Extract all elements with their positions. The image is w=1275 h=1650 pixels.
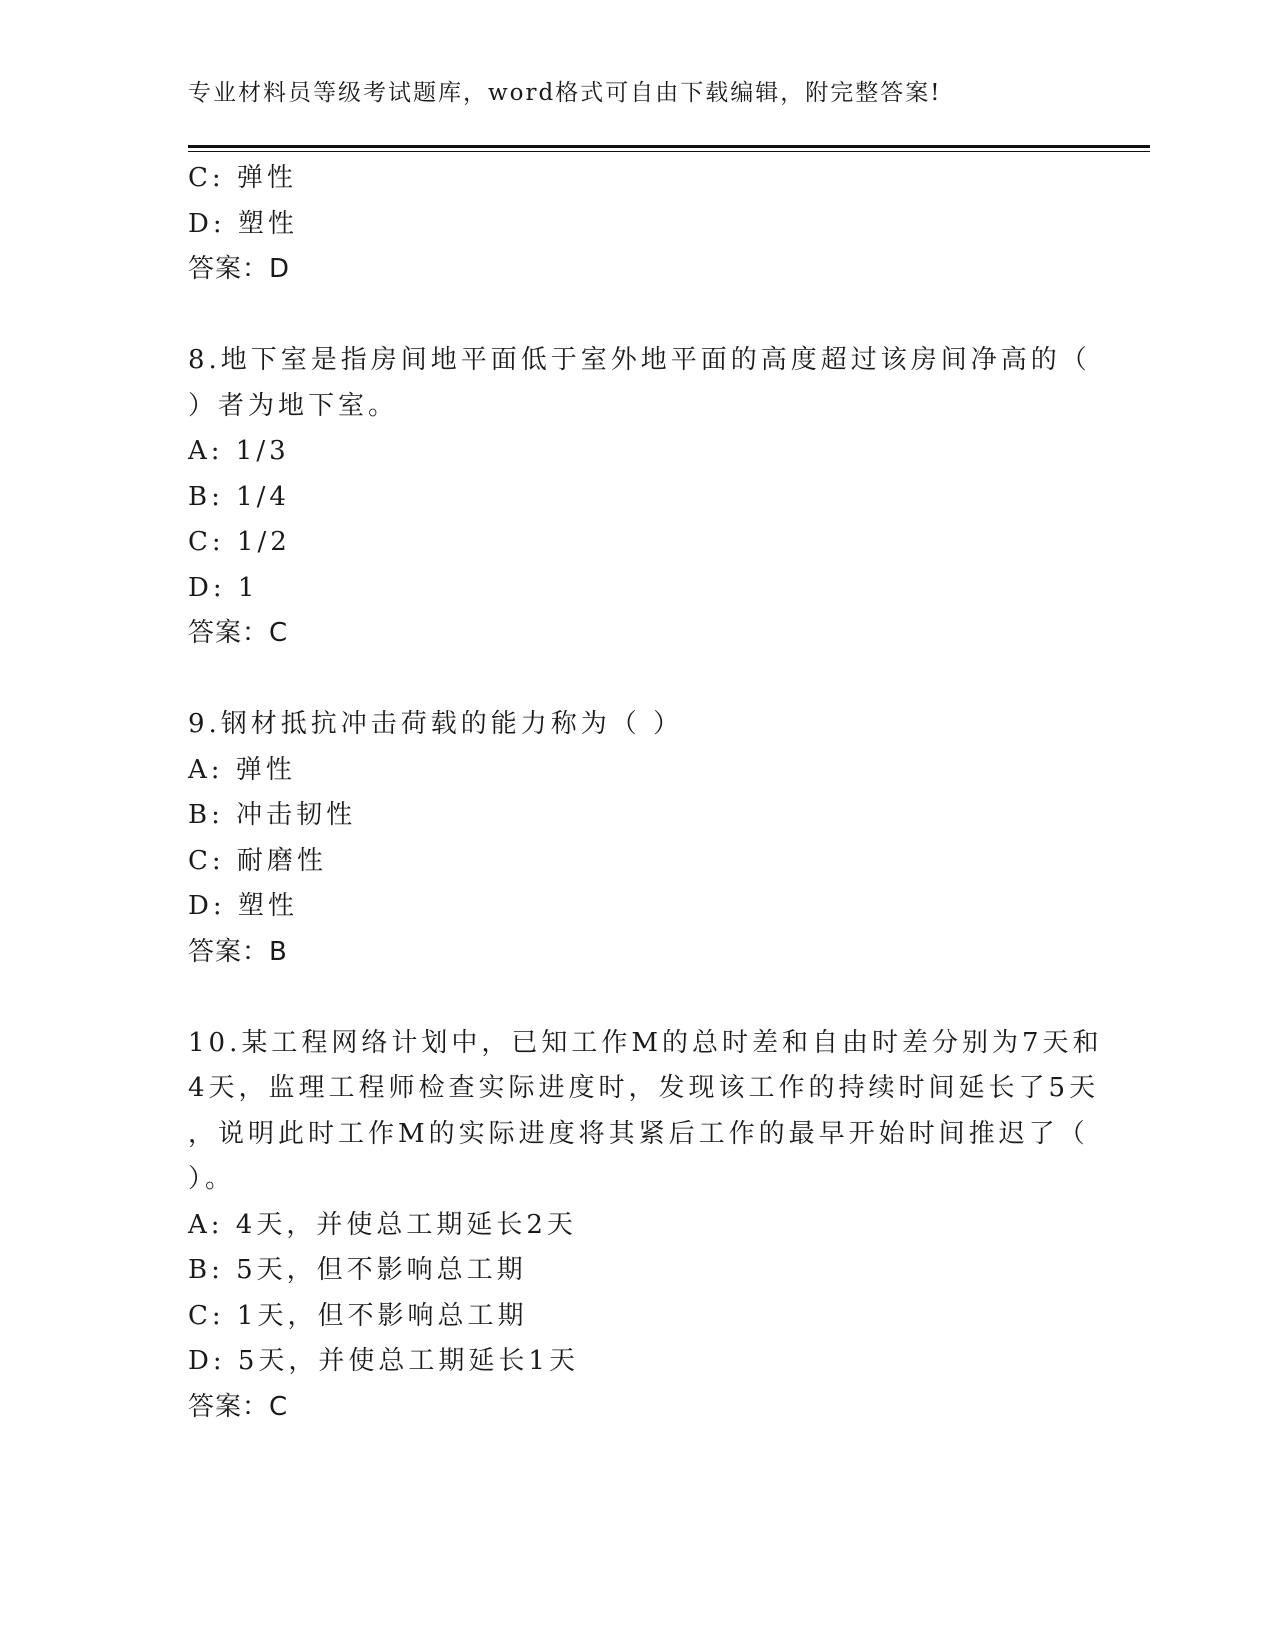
question-10 <box>188 1021 1103 1431</box>
question-9 <box>188 702 1088 975</box>
question-text-line: 4天，监理工程师检查实际进度时，发现该工作的持续时间延长了5天 <box>188 1073 1100 1103</box>
option-d: D: 1 <box>188 572 259 603</box>
option-c: C: 1天，但不影响总工期 <box>188 1300 528 1331</box>
option-c: C: 弹性 <box>188 163 297 193</box>
answer: 答案：C <box>188 1391 289 1422</box>
question-text-line: ，说明此时工作M的实际进度将其紧后工作的最早开始时间推迟了（ <box>188 1118 1089 1149</box>
option-a: A: 弹性 <box>188 754 296 785</box>
document-body <box>188 156 1103 1430</box>
question-8 <box>188 338 1091 657</box>
option-a: A: 1/3 <box>188 436 290 466</box>
option-b: B: 冲击韧性 <box>188 800 357 830</box>
answer: 答案：C <box>188 618 289 648</box>
option-a: A: 4天，并使总工期延长2天 <box>188 1209 577 1240</box>
option-b: B: 1/4 <box>188 481 290 512</box>
question-text-line: 10.某工程网络计划中，已知工作M的总时差和自由时差分别为7天和 <box>188 1027 1103 1058</box>
header-rule-thick <box>188 145 1150 148</box>
answer: 答案：B <box>188 936 288 967</box>
option-d: D: 塑性 <box>188 208 298 239</box>
option-d: D: 5天，并使总工期延长1天 <box>188 1346 579 1376</box>
header-rule-thin <box>188 151 1150 152</box>
option-c: C: 1/2 <box>188 527 291 557</box>
question-text-line: 8.地下室是指房间地平面低于室外地平面的高度超过该房间净高的（ <box>188 345 1091 375</box>
question-text-line: ）。 <box>188 1164 236 1194</box>
option-d: D: 塑性 <box>188 891 298 921</box>
option-c: C: 耐磨性 <box>188 845 327 876</box>
page-header: 专业材料员等级考试题库，word格式可自由下载编辑，附完整答案! <box>188 80 942 106</box>
option-b: B: 5天，但不影响总工期 <box>188 1255 527 1285</box>
question-text-line: 9.钢材抵抗冲击荷载的能力称为（ ） <box>188 709 684 739</box>
answer: 答案：D <box>188 254 291 284</box>
question-fragment-7 <box>188 156 1088 293</box>
question-text-line: ）者为地下室。 <box>188 390 399 421</box>
